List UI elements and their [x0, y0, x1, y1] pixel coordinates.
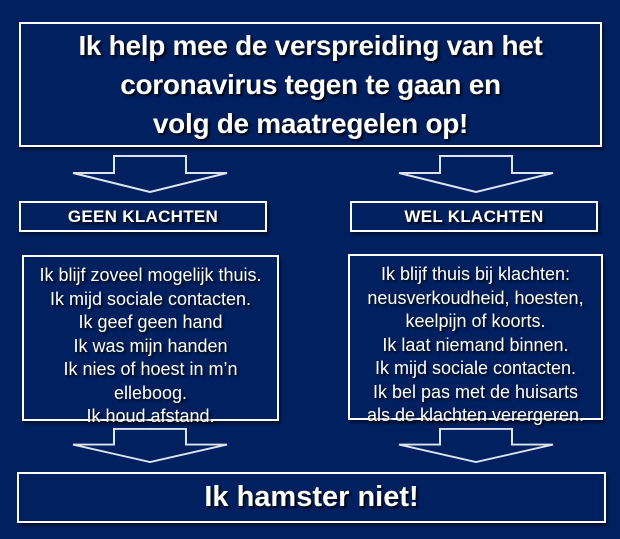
- header-wel-klachten: [350, 201, 598, 232]
- rule-line: Ik geef geen hand: [78, 312, 223, 332]
- rules-list-wel-klachten: [348, 254, 603, 425]
- rule-line: Ik laat niemand binnen.: [382, 334, 569, 355]
- rule-line: Ik blijf zoveel mogelijk thuis.: [39, 265, 262, 285]
- title-line: volg de maatregelen op!: [152, 108, 469, 139]
- rules-list-geen-klachten: [22, 255, 279, 426]
- down-arrow-icon: [72, 155, 228, 193]
- title-box: [19, 22, 602, 147]
- header-label: WEL KLACHTEN: [404, 207, 544, 226]
- rule-line: Ik houd afstand.: [86, 406, 215, 426]
- rule-line: elleboog.: [113, 382, 188, 403]
- rule-line: keelpijn of koorts.: [405, 311, 546, 331]
- rule-line: Ik bel pas met de huisarts: [372, 381, 579, 402]
- rule-line: als de klachten verergeren.: [366, 405, 585, 425]
- title-line: Ik help mee de verspreiding van het: [78, 30, 543, 61]
- title-line: coronavirus tegen te gaan en: [120, 69, 501, 100]
- rule-line: Ik nies of hoest in m’n: [63, 359, 238, 379]
- header-geen-klachten: [19, 201, 267, 232]
- rule-line: Ik was mijn handen: [73, 335, 228, 356]
- down-arrow-icon: [72, 428, 228, 463]
- rule-line: Ik blijf thuis bij klachten:: [380, 264, 571, 284]
- down-arrow-icon: [398, 155, 554, 193]
- down-arrow-icon: [398, 428, 554, 463]
- rule-line: neusverkoudheid, hoesten,: [367, 287, 584, 308]
- rule-line: Ik mijd sociale contacten.: [374, 358, 577, 378]
- header-label: GEEN KLACHTEN: [67, 207, 219, 226]
- footer-label: Ik hamster niet!: [204, 481, 419, 513]
- footer-box: [17, 472, 606, 523]
- rule-line: Ik mijd sociale contacten.: [49, 288, 252, 309]
